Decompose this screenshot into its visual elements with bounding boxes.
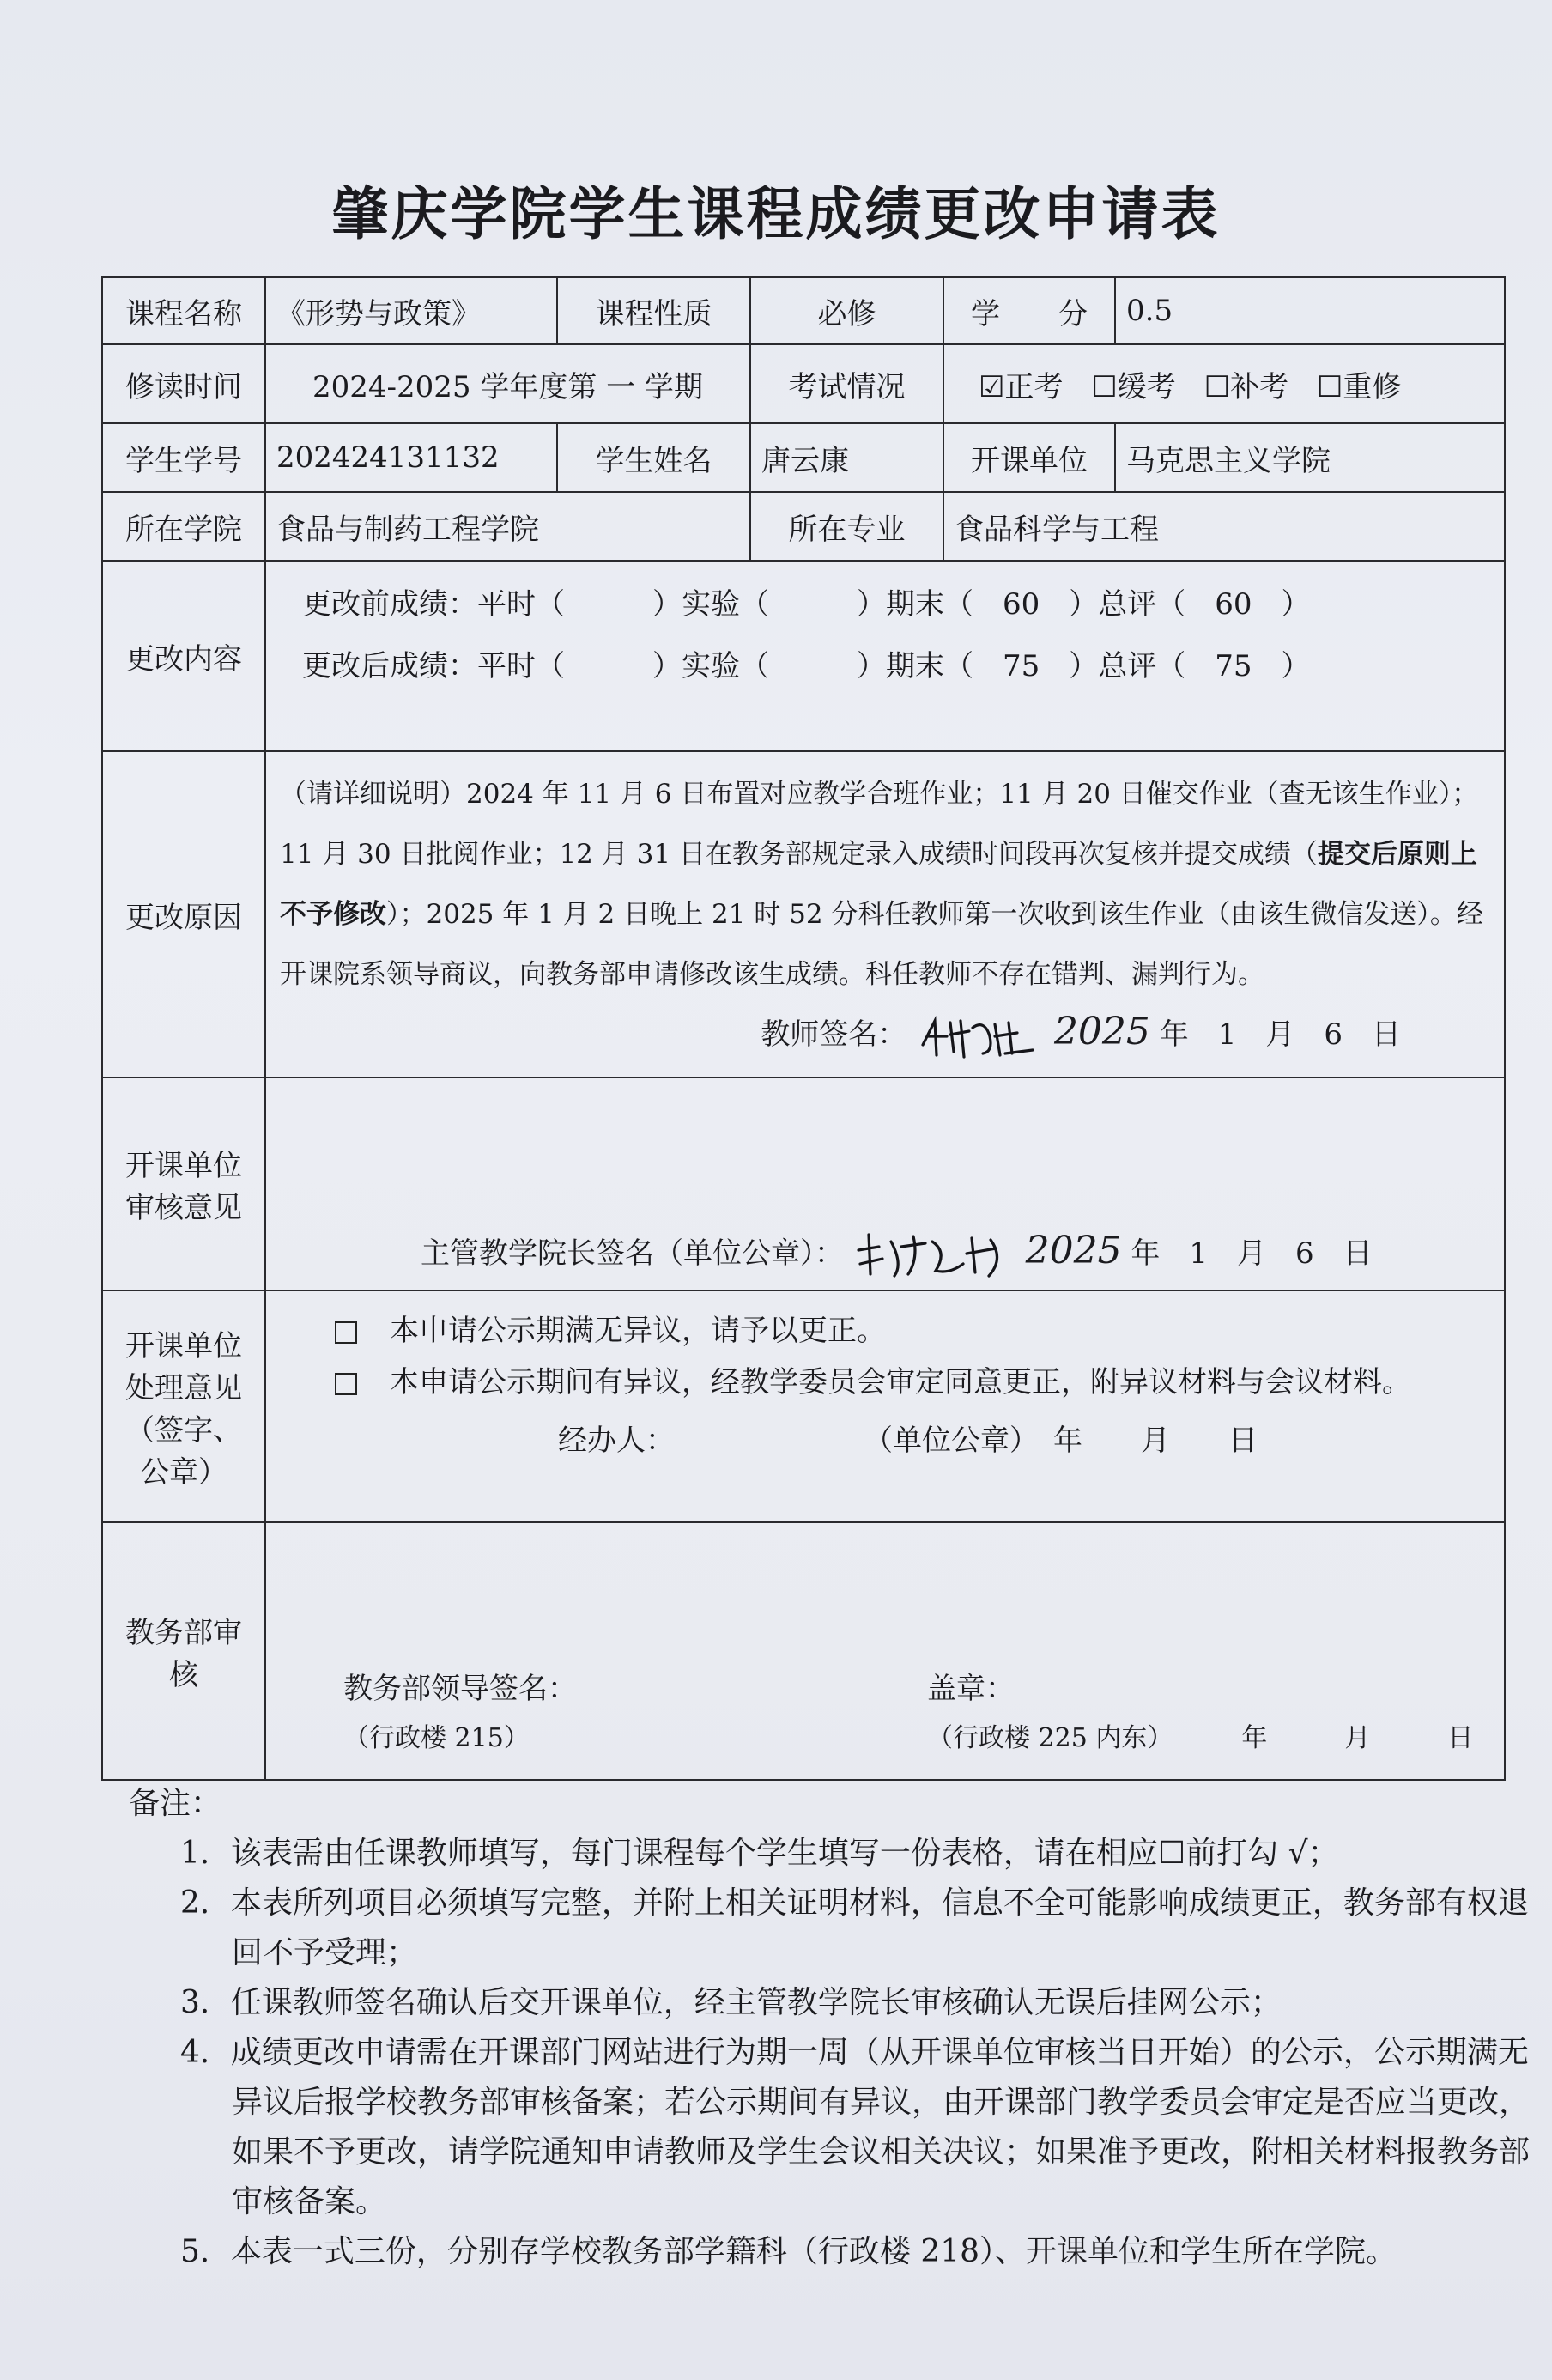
academic-row <box>102 1522 1505 1780</box>
note-item-1: 1．该表需由任课教师填写，每门课程每个学生填写一份表格，请在相应☐前打勾 √； <box>180 1836 1339 1871</box>
academic-stamp-label: 盖章： <box>927 1672 1015 1706</box>
note-item-3: 3．任课教师签名确认后交开课单位，经主管教学院长审核确认无误后挂网公示； <box>180 1985 1282 2020</box>
review-row <box>102 1078 1505 1290</box>
period-value: 2024-2025 学年度第 一 学期 <box>265 344 750 423</box>
handle-row <box>102 1290 1505 1522</box>
reason-text-part2: ）；2025 年 1 月 2 日晚上 21 时 52 分科任教师第一次收到该生作业（由该生微信发送）。经开课院系领导商议，向教务部申请修改该生成绩。科任教师不存在错判、漏判行为。 <box>280 899 1483 990</box>
academic-label: 教务部审核 <box>102 1522 265 1780</box>
student-name-label: 学生姓名 <box>557 423 750 492</box>
teacher-sign-date: 年 1 月 6 日 <box>1159 1017 1401 1052</box>
student-name-value: 唐云康 <box>750 423 943 492</box>
college-row <box>102 492 1505 561</box>
note-item-5: 5．本表一式三份，分别存学校教务部学籍科（行政楼 218）、开课单位和学生所在学院。 <box>180 2234 1397 2269</box>
course-row <box>102 277 1505 344</box>
course-type-label: 课程性质 <box>557 277 750 344</box>
credit-value: 0.5 <box>1115 277 1505 344</box>
handle-option2: 本申请公示期间有异议，经教学委员会审定同意更正，附异议材料与会议材料。 <box>390 1365 1411 1399</box>
handle-cell <box>265 1290 1505 1522</box>
student-id-label: 学生学号 <box>102 423 265 492</box>
change-content-row <box>102 561 1505 751</box>
period-label: 修读时间 <box>102 344 265 423</box>
exam-options <box>943 344 1505 423</box>
review-cell <box>265 1078 1505 1290</box>
reason-row <box>102 751 1505 1078</box>
exam-option-retake[interactable]: ☐重修 <box>1316 369 1402 404</box>
notes-section <box>129 1779 1545 2277</box>
offering-unit-value: 马克思主义学院 <box>1115 423 1505 492</box>
credit-label: 学 分 <box>943 277 1115 344</box>
college-label: 所在学院 <box>102 492 265 561</box>
dean-sign-date: 年 1 月 6 日 <box>1131 1236 1373 1271</box>
teacher-sign-label: 教师签名： <box>761 1017 907 1052</box>
change-content-cell <box>265 561 1505 751</box>
major-value: 食品科学与工程 <box>943 492 1505 561</box>
course-name-value: 《形势与政策》 <box>265 277 557 344</box>
handle-option1: 本申请公示期满无异议，请予以更正。 <box>390 1314 886 1348</box>
handler-label: 经办人： <box>558 1424 675 1458</box>
reason-label: 更改原因 <box>102 751 265 1078</box>
college-value: 食品与制药工程学院 <box>265 492 750 561</box>
note-item-4: 4．成绩更改申请需在开课部门网站进行为期一周（从开课单位审核当日开始）的公示，公示期满无异议后报学校教务部审核备案；若公示期间有异议，由开课部门教学委员会审定是否应当更改，如果不予更改，请学院通知申请教师及学生会议相关决议；如果准予更改，附相关材料报教务部审核备案。 <box>180 2035 1531 2219</box>
reason-text-bold: 提交后原则上不予修改 <box>280 839 1477 930</box>
reason-text <box>266 752 1504 1005</box>
course-name-label: 课程名称 <box>102 277 265 344</box>
exam-option-makeup[interactable]: ☐补考 <box>1203 369 1289 404</box>
major-label: 所在专业 <box>750 492 943 561</box>
academic-stamp-location: （行政楼 225 内东） <box>927 1723 1173 1753</box>
notes-heading: 备注： <box>129 1786 222 1821</box>
offering-unit-label: 开课单位 <box>943 423 1115 492</box>
grade-before: 更改前成绩：平时（ ）实验（ ）期末（ 60 ）总评（ 60 ） <box>302 587 1311 622</box>
reason-text-part1: （请详细说明）2024 年 11 月 6 日布置对应教学合班作业；11 月 20 日催交作业（查无该生作业）；11 月 30 日批阅作业；12 月 31 日在教务部规定录入成绩时间段再次复核并提交成绩（ <box>280 779 1479 870</box>
note-item-2: 2．本表所列项目必须填写完整，并附上相关证明材料，信息不全可能影响成绩更正，教务部有权退回不予受理； <box>180 1885 1529 1970</box>
exam-option-deferred[interactable]: ☐缓考 <box>1091 369 1176 404</box>
change-content-label: 更改内容 <box>102 561 265 751</box>
academic-sign-block <box>266 1664 1504 1764</box>
academic-date: 年 月 日 <box>1241 1723 1474 1753</box>
handle-label: 开课单位处理意见（签字、公章） <box>102 1290 265 1522</box>
academic-stamp-block <box>927 1664 1473 1764</box>
teacher-sign-year: 2025 <box>1053 1010 1150 1053</box>
academic-cell <box>265 1522 1505 1780</box>
application-form <box>101 276 1506 1781</box>
handle-option2-checkbox[interactable] <box>335 1373 357 1395</box>
academic-leader-label: 教务部领导签名： <box>343 1672 577 1706</box>
exam-label: 考试情况 <box>750 344 943 423</box>
dean-sign-year: 2025 <box>1025 1229 1122 1272</box>
handle-seal-date: （单位公章） 年 月 日 <box>864 1424 1258 1458</box>
period-row <box>102 344 1505 423</box>
teacher-sign-row <box>266 1010 1504 1077</box>
exam-option-regular[interactable]: ☑正考 <box>979 369 1064 404</box>
student-row <box>102 423 1505 492</box>
course-type-value: 必修 <box>750 277 943 344</box>
student-id-value: 202424131132 <box>265 423 557 492</box>
teacher-signature-icon <box>916 1011 1045 1062</box>
academic-leader-block <box>343 1664 927 1764</box>
dean-signature-icon <box>853 1229 1016 1281</box>
page-title: 肇庆学院学生课程成绩更改申请表 <box>331 180 1221 247</box>
review-label: 开课单位审核意见 <box>102 1078 265 1290</box>
reason-cell <box>265 751 1505 1078</box>
grade-after: 更改后成绩：平时（ ）实验（ ）期末（ 75 ）总评（ 75 ） <box>302 649 1311 683</box>
academic-leader-location: （行政楼 215） <box>343 1723 530 1753</box>
handle-option1-checkbox[interactable] <box>335 1321 357 1344</box>
dean-sign-label: 主管教学院长签名（单位公章）： <box>421 1236 844 1271</box>
